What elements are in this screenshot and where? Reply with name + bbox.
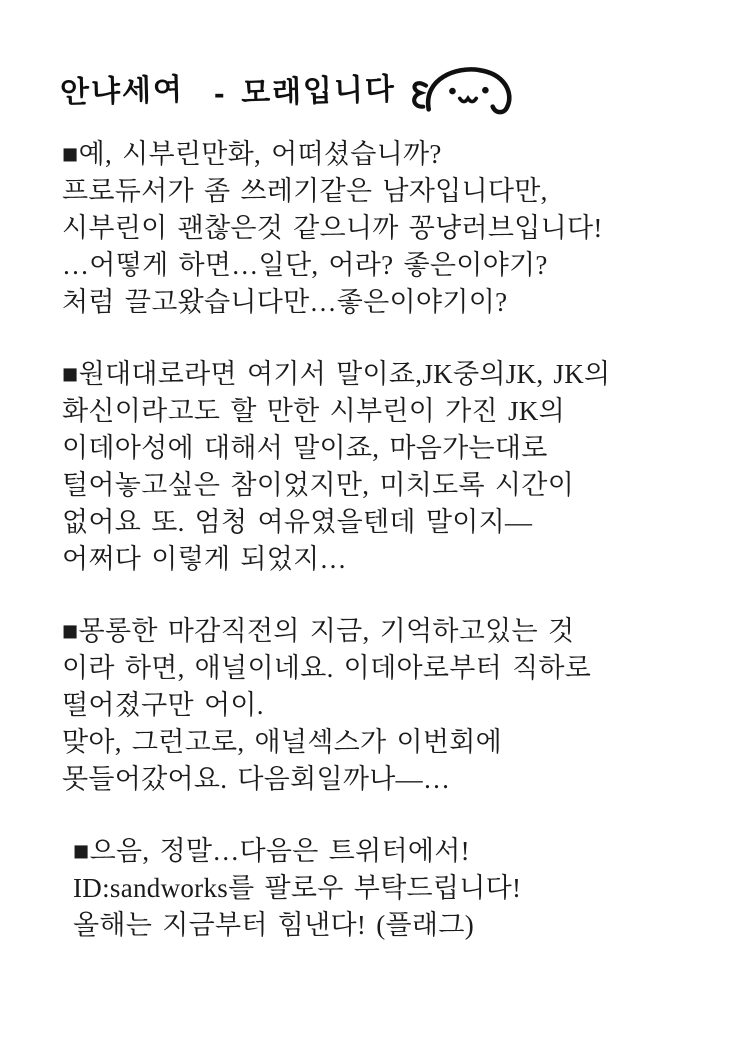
greeting-word-right: 모래입니다 (240, 71, 397, 112)
handwritten-greeting (60, 66, 534, 129)
text-line: 시부린이 괜찮은것 같으니까 꽁냥러브입니다! (62, 213, 603, 243)
paragraph-4 (62, 833, 672, 944)
text-line: 떨어졌구만 어이. (62, 690, 264, 720)
text-line: …어떻게 하면…일단, 어라? 좋은이야기? (62, 250, 548, 280)
text-line: 이라 하면, 애널이네요. 이데아로부터 직하로 (62, 653, 592, 683)
text-line: 털어놓고싶은 참이었지만, 미치도록 시간이 (62, 470, 575, 500)
text-line: ■예, 시부린만화, 어떠셨습니까? (62, 139, 442, 169)
paragraph-1 (62, 136, 672, 321)
greeting-word-left: 안냐세여 (59, 72, 185, 111)
text-line: 이데아성에 대해서 말이죠, 마음가는대로 (62, 433, 548, 463)
afterword-text (62, 136, 672, 979)
text-line: ■원대대로라면 여기서 말이죠,JK중의JK, JK의 (62, 359, 611, 389)
text-line: 맞아, 그런고로, 애널섹스가 이번회에 (62, 727, 502, 757)
text-line: 올해는 지금부터 힘낸다! (플래그) (73, 910, 474, 940)
text-line: 프로듀서가 좀 쓰레기같은 남자입니다만, (62, 176, 548, 206)
text-line: 못들어갔어요. 다음회일까나—… (62, 764, 451, 794)
paragraph-2 (62, 356, 672, 578)
greeting-separator: - (213, 80, 225, 110)
text-line: ■몽롱한 마감직전의 지금, 기억하고있는 것 (62, 616, 575, 646)
text-line: ■으음, 정말…다음은 트위터에서! (73, 836, 470, 866)
text-line: 없어요 또. 엄청 여유였을텐데 말이지— (62, 507, 533, 537)
text-line: 처럼 끌고왔습니다만…좋은이야기이? (62, 287, 508, 317)
text-line: ID:sandworks를 팔로우 부탁드립니다! (73, 873, 522, 903)
text-line: 어쩌다 이렇게 되었지… (62, 544, 347, 574)
blob-face-doodle-icon (402, 60, 534, 129)
text-line: 화신이라고도 할 만한 시부린이 가진 JK의 (62, 396, 565, 426)
paragraph-3 (62, 613, 672, 798)
